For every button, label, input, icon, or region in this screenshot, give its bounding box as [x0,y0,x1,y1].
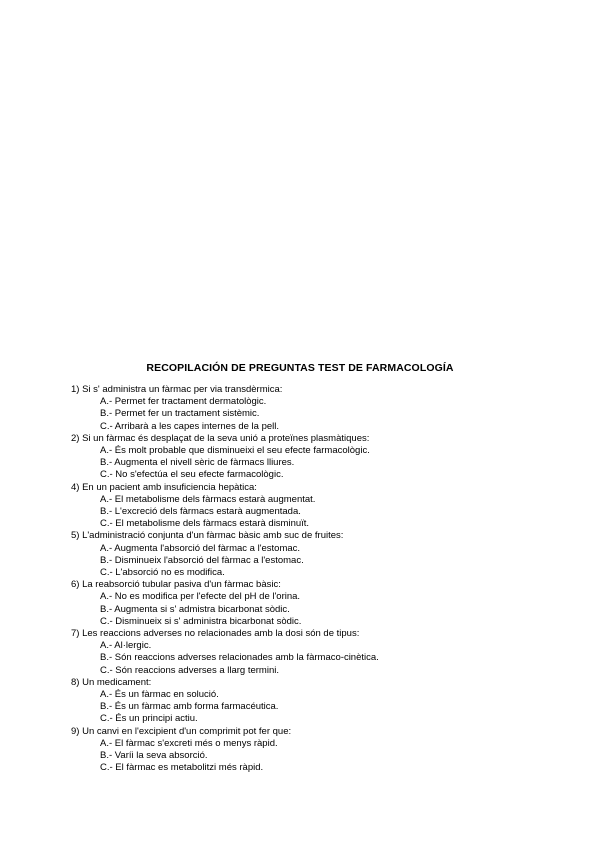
question-text: 7) Les reaccions adverses no relacionades amb la dosi són de tipus: [71,628,360,640]
answer-option: C.- Són reaccions adverses a llarg termini. [100,664,279,676]
question-item [71,482,571,531]
answer-option: C.- Arribarà a les capes internes de la pell. [100,420,280,432]
answer-option: C.- És un principi actiu. [100,713,198,725]
question-text: 8) Un medicament: [71,676,152,688]
question-item [71,579,571,628]
question-item [71,384,571,433]
answer-option: B.- Varíi la seva absorció. [100,750,208,762]
question-item [71,677,571,726]
answer-option: C.- Disminueix si s' administra bicarbonat sòdic. [100,615,302,627]
answer-option: A.- El metabolisme dels fàrmacs estarà augmentat. [100,493,316,505]
answer-option: B.- Disminueix l'absorció del fàrmac a l'estomac. [100,554,304,566]
answer-option: C.- El metabolisme dels fàrmacs estarà disminuït. [100,518,310,530]
answer-option: A.- El fàrmac s'excreti més o menys ràpid. [100,737,278,749]
answer-option: A.- Augmenta l'absorció del fàrmac a l'estomac. [100,542,301,554]
answer-option: B.- L'excreció dels fàrmacs estarà augmentada. [100,506,301,518]
question-text: 9) Un canvi en l'excipient d'un comprimit pot fer que: [71,725,292,737]
answer-option: A.- Al·lergic. [100,640,152,652]
answer-option: C.- El fàrmac es metabolitzi més ràpid. [100,762,264,774]
question-text: 5) L'administració conjunta d'un fàrmac bàsic amb suc de fruites: [71,530,344,542]
question-item [71,628,571,677]
question-item [71,433,571,482]
question-list [71,384,571,775]
answer-option: B.- Són reaccions adverses relacionades amb la fàrmaco-cinètica. [100,652,379,664]
answer-option: A.- No es modifica per l'efecte del pH de l'orina. [100,591,301,603]
answer-option: A.- És un fàrmac en solució. [100,689,219,701]
document-title: RECOPILACIÓN DE PREGUNTAS TEST DE FARMACOLOGÍA [146,362,454,374]
question-text: 6) La reabsorció tubular pasiva d'un fàrmac bàsic: [71,579,281,591]
answer-option: A.- És molt probable que disminueixi el seu efecte farmacològic. [100,445,370,457]
answer-option: B.- Augmenta el nivell sèric de fàrmacs lliures. [100,457,295,469]
question-item [71,530,571,579]
question-text: 1) Si s' administra un fàrmac per via transdèrmica: [71,384,283,395]
answer-option: C.- No s'efectúa el seu efecte farmacològic. [100,469,284,481]
answer-option: B.- Permet fer un tractament sistèmic. [100,408,260,420]
answer-option: C.- L'absorció no es modifica. [100,567,225,579]
question-text: 2) Si un fàrmac és desplaçat de la seva unió a proteïnes plasmàtiques: [71,432,370,444]
answer-option: B.- Augmenta si s' admistra bicarbonat sòdic. [100,603,290,615]
answer-option: A.- Permet fer tractament dermatològic. [100,396,267,408]
question-item [71,726,571,775]
answer-option: B.- És un fàrmac amb forma farmacéutica. [100,701,279,713]
question-text: 4) En un pacient amb insuficiencia hepàtica: [71,481,257,493]
